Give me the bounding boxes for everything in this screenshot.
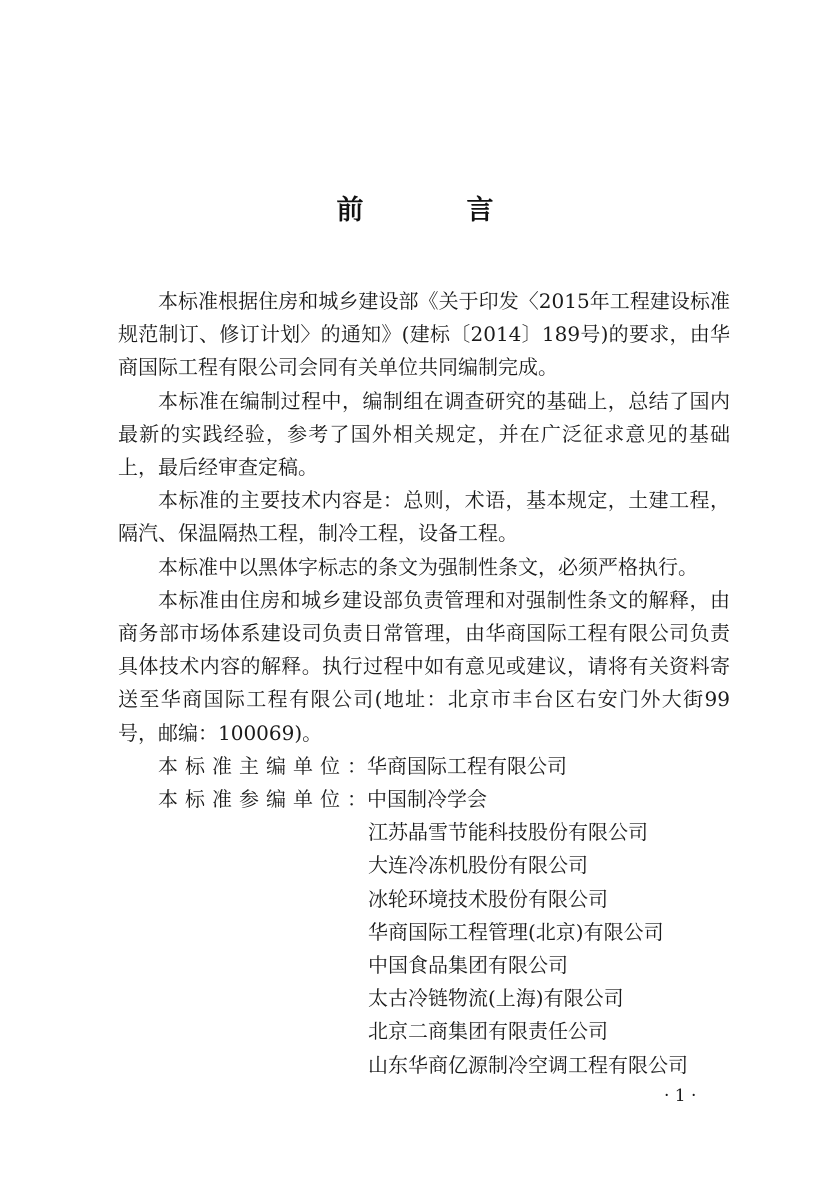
paragraph-mandatory: 本标准中以黑体字标志的条文为强制性条文，必须严格执行。 <box>158 554 698 579</box>
participating-unit-item: 中国食品集团有限公司 <box>368 952 568 977</box>
paragraph-origin: 本标准根据住房和城乡建设部《关于印发〈2015年工程建设标准规范制订、修订计划〉的通知》(建标〔2014〕189号)的要求，由华商国际工程有限公司会同有关单位共同编制完成。 <box>118 289 730 380</box>
participating-unit-colon: ： <box>347 787 367 812</box>
page-number: · 1 · <box>664 1086 697 1106</box>
participating-unit-item: 山东华商亿源制冷空调工程有限公司 <box>368 1052 688 1077</box>
chief-unit-colon: ： <box>347 753 367 778</box>
participating-unit-item: 华商国际工程管理(北京)有限公司 <box>368 919 664 944</box>
participating-unit-row <box>118 783 730 816</box>
paragraph-contents: 本标准的主要技术内容是：总则，术语，基本规定，土建工程，隔汽、保温隔热工程，制冷工程，设备工程。 <box>118 488 730 546</box>
participating-unit-item: 冰轮环境技术股份有限公司 <box>368 886 608 911</box>
paragraph-process: 本标准在编制过程中，编制组在调查研究的基础上，总结了国内最新的实践经验，参考了国外相关规定，并在广泛征求意见的基础上，最后经审查定稿。 <box>118 388 730 480</box>
participating-unit-item: 江苏晶雪节能科技股份有限公司 <box>368 820 648 845</box>
participating-unit-first: 中国制冷学会 <box>367 787 487 812</box>
chief-unit-label: 本标准主编单位 <box>158 753 347 778</box>
participating-unit-item: 北京二商集团有限责任公司 <box>368 1019 608 1044</box>
page-title: 前 言 <box>336 195 532 226</box>
paragraph-management: 本标准由住房和城乡建设部负责管理和对强制性条文的解释，由商务部市场体系建设司负责日常管理，由华商国际工程有限公司负责具体技术内容的解释。执行过程中如有意见或建议，请将有关资料寄送至华商国际工程有限公司(地址：北京市丰台区右安门外大街99号，邮编：100069)。 <box>118 587 730 745</box>
chief-unit-value: 华商国际工程有限公司 <box>367 753 567 778</box>
participating-unit-label: 本标准参编单位 <box>158 787 347 812</box>
preface-body <box>118 285 730 1082</box>
chief-unit-row <box>118 750 730 783</box>
participating-unit-item: 太古冷链物流(上海)有限公司 <box>368 986 624 1011</box>
participating-unit-item: 大连冷冻机股份有限公司 <box>368 853 588 878</box>
participating-unit-list <box>118 816 730 1082</box>
